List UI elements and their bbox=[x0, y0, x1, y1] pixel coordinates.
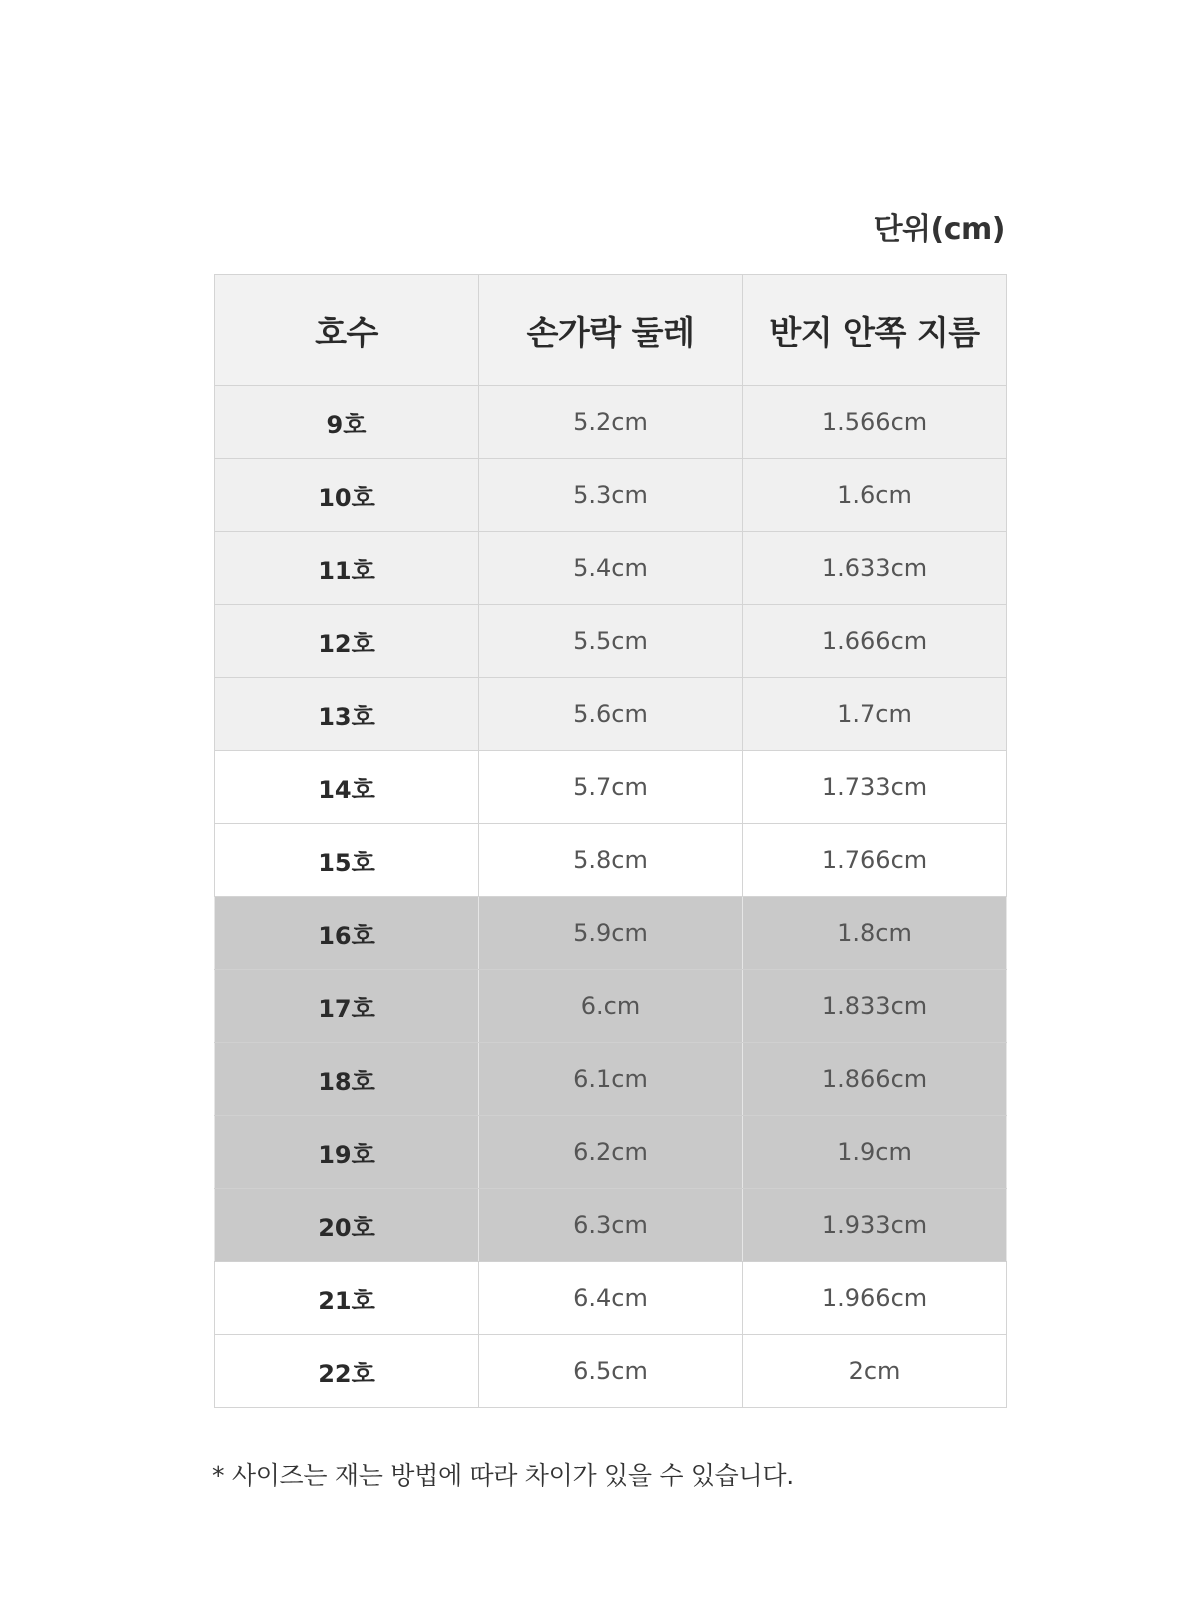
diameter-cell: 1.966cm bbox=[743, 1262, 1007, 1335]
diameter-cell: 1.9cm bbox=[743, 1116, 1007, 1189]
table-row bbox=[215, 1116, 1007, 1189]
size-cell: 21호 bbox=[215, 1262, 479, 1335]
circumference-cell: 6.4cm bbox=[479, 1262, 743, 1335]
table-row bbox=[215, 459, 1007, 532]
size-cell: 14호 bbox=[215, 751, 479, 824]
circumference-cell: 6.5cm bbox=[479, 1335, 743, 1408]
size-cell: 18호 bbox=[215, 1043, 479, 1116]
diameter-cell: 1.766cm bbox=[743, 824, 1007, 897]
header-size: 호수 bbox=[215, 275, 479, 386]
table-row bbox=[215, 1335, 1007, 1408]
diameter-cell: 1.8cm bbox=[743, 897, 1007, 970]
size-cell: 10호 bbox=[215, 459, 479, 532]
circumference-cell: 6.2cm bbox=[479, 1116, 743, 1189]
table-body bbox=[215, 386, 1007, 1408]
size-cell: 12호 bbox=[215, 605, 479, 678]
size-cell: 15호 bbox=[215, 824, 479, 897]
size-cell: 19호 bbox=[215, 1116, 479, 1189]
circumference-cell: 5.9cm bbox=[479, 897, 743, 970]
diameter-cell: 1.866cm bbox=[743, 1043, 1007, 1116]
size-cell: 11호 bbox=[215, 532, 479, 605]
unit-label: 단위(cm) bbox=[873, 212, 1005, 247]
circumference-cell: 5.6cm bbox=[479, 678, 743, 751]
size-cell: 20호 bbox=[215, 1189, 479, 1262]
diameter-cell: 1.933cm bbox=[743, 1189, 1007, 1262]
circumference-cell: 5.2cm bbox=[479, 386, 743, 459]
table-row bbox=[215, 1189, 1007, 1262]
table-row bbox=[215, 532, 1007, 605]
header-inner-diameter: 반지 안쪽 지름 bbox=[743, 275, 1007, 386]
table-row bbox=[215, 897, 1007, 970]
circumference-cell: 5.8cm bbox=[479, 824, 743, 897]
table-row bbox=[215, 824, 1007, 897]
footnote: * 사이즈는 재는 방법에 따라 차이가 있을 수 있습니다. bbox=[212, 1461, 794, 1490]
size-cell: 9호 bbox=[215, 386, 479, 459]
header-row bbox=[215, 275, 1007, 386]
diameter-cell: 1.566cm bbox=[743, 386, 1007, 459]
table-row bbox=[215, 386, 1007, 459]
table-header bbox=[215, 275, 1007, 386]
table-row bbox=[215, 678, 1007, 751]
table-row bbox=[215, 1262, 1007, 1335]
ring-size-table bbox=[214, 274, 1007, 1408]
diameter-cell: 1.733cm bbox=[743, 751, 1007, 824]
circumference-cell: 5.7cm bbox=[479, 751, 743, 824]
diameter-cell: 1.633cm bbox=[743, 532, 1007, 605]
circumference-cell: 5.5cm bbox=[479, 605, 743, 678]
table-row bbox=[215, 605, 1007, 678]
diameter-cell: 2cm bbox=[743, 1335, 1007, 1408]
table-row bbox=[215, 970, 1007, 1043]
size-cell: 16호 bbox=[215, 897, 479, 970]
table-row bbox=[215, 751, 1007, 824]
size-cell: 17호 bbox=[215, 970, 479, 1043]
diameter-cell: 1.833cm bbox=[743, 970, 1007, 1043]
size-cell: 22호 bbox=[215, 1335, 479, 1408]
size-cell: 13호 bbox=[215, 678, 479, 751]
diameter-cell: 1.6cm bbox=[743, 459, 1007, 532]
circumference-cell: 6.cm bbox=[479, 970, 743, 1043]
circumference-cell: 6.3cm bbox=[479, 1189, 743, 1262]
circumference-cell: 5.3cm bbox=[479, 459, 743, 532]
diameter-cell: 1.666cm bbox=[743, 605, 1007, 678]
circumference-cell: 5.4cm bbox=[479, 532, 743, 605]
header-finger-circumference: 손가락 둘레 bbox=[479, 275, 743, 386]
circumference-cell: 6.1cm bbox=[479, 1043, 743, 1116]
table-row bbox=[215, 1043, 1007, 1116]
diameter-cell: 1.7cm bbox=[743, 678, 1007, 751]
